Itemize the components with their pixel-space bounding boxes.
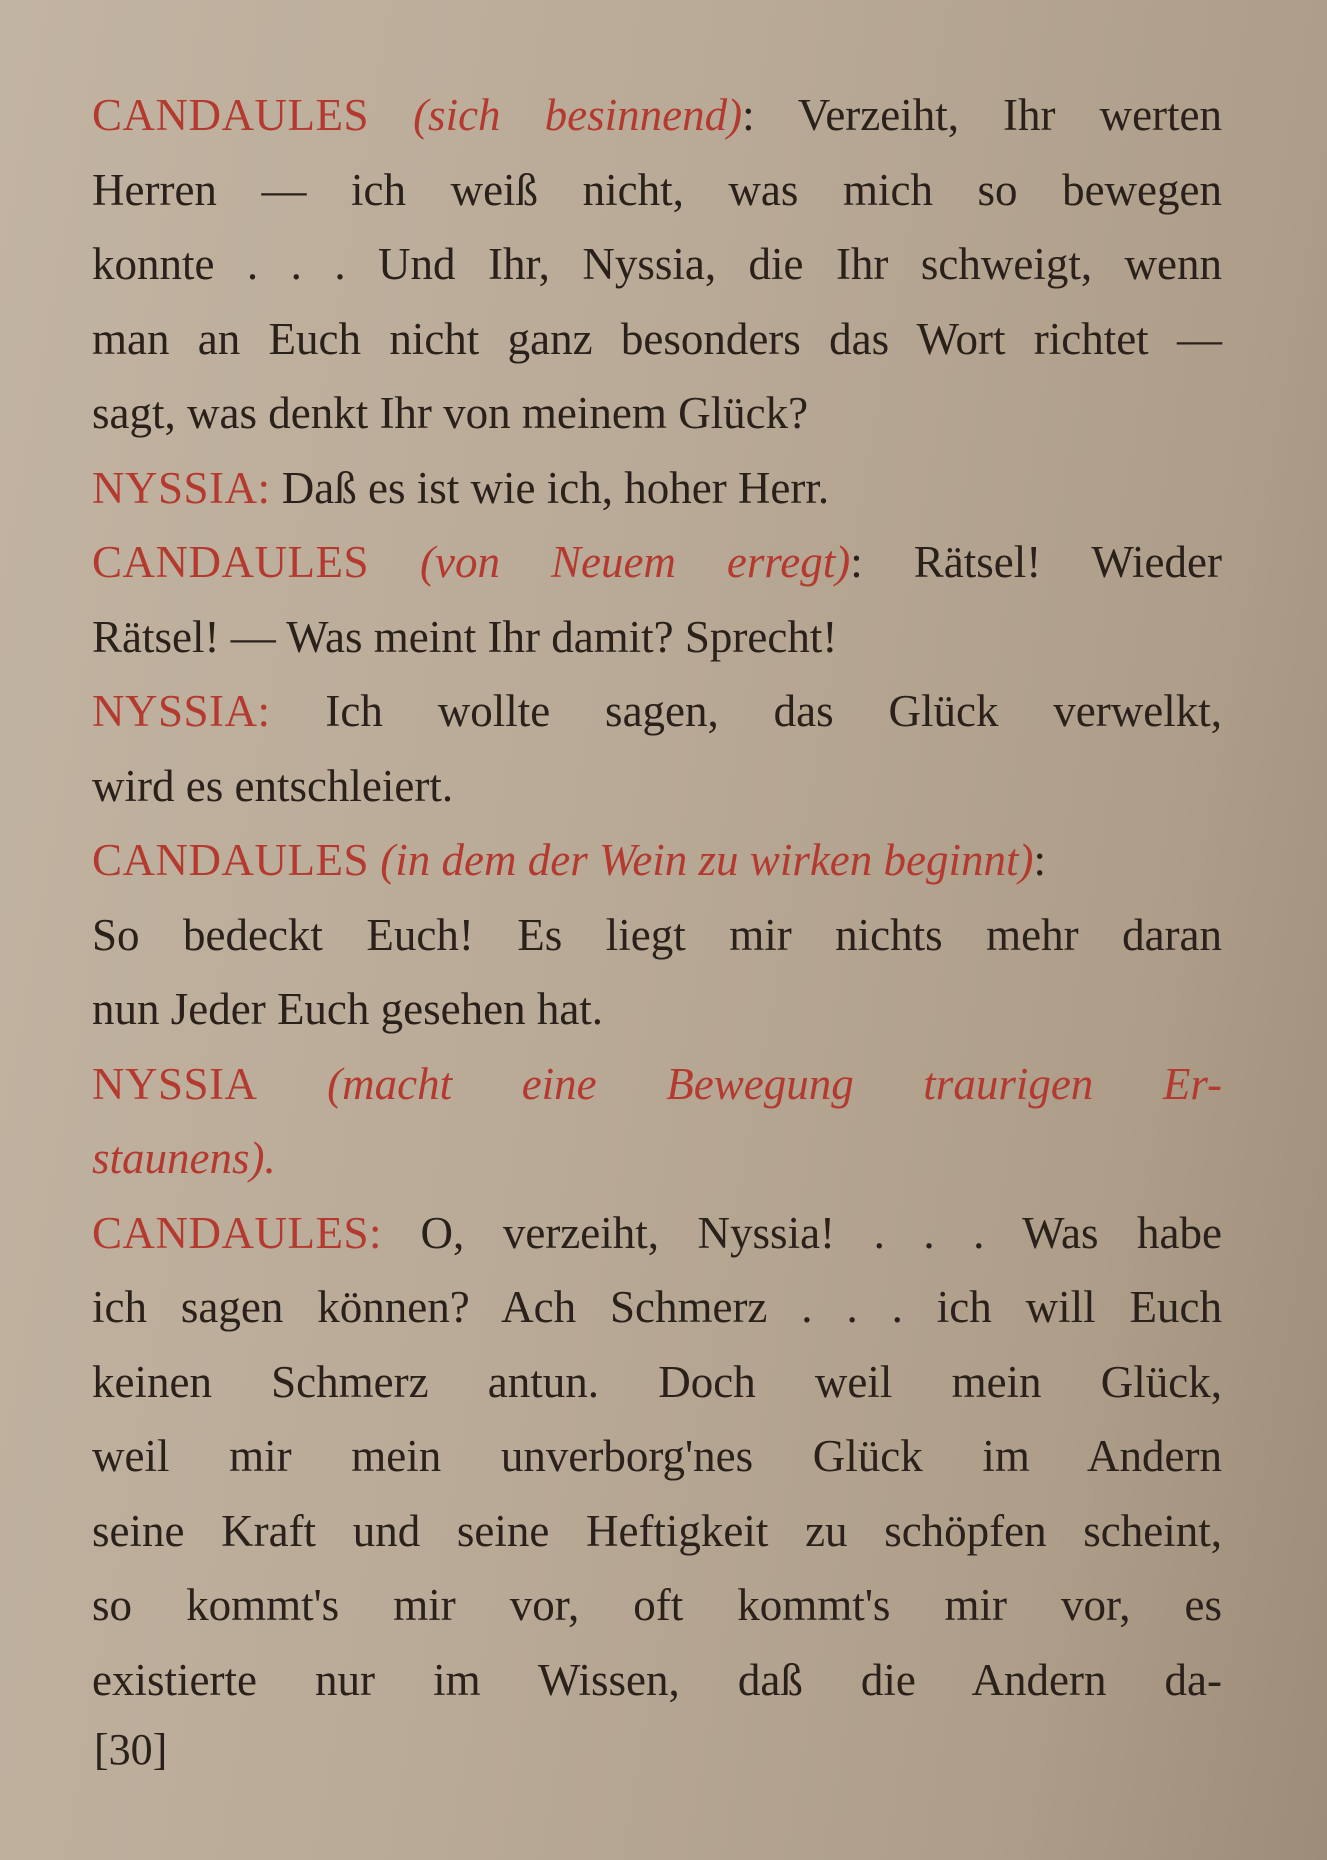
stage-direction: staunens). [92,1133,276,1183]
dialogue-text: : [1033,835,1047,885]
dialogue-text: seine Kraft und seine Heftigkeit zu schöpfen scheint, [92,1505,1222,1556]
text-line [92,749,1222,824]
text-line [92,1196,1222,1271]
speaker-name: NYSSIA [92,1058,258,1109]
dialogue-text: man an Euch nicht ganz besonders das Wort richtet — [92,313,1222,364]
dialogue-text: weil mir mein unverborg'nes Glück im Andern [92,1431,1222,1481]
text-line [92,1419,1222,1494]
stage-direction: (sich besinnend) [369,90,743,140]
text-line [92,227,1222,302]
speaker-name: CANDAULES [92,537,370,587]
text-line [92,78,1222,153]
text-line [92,1568,1222,1643]
text-line [92,153,1222,228]
text-line [92,1121,1222,1196]
text-line [92,972,1222,1047]
page-text [92,78,1222,1717]
text-line [92,1047,1222,1122]
dialogue-text: sagt, was denkt Ihr von meinem Glück? [92,388,809,438]
text-line [92,525,1222,600]
speaker-name: NYSSIA: [92,686,271,736]
dialogue-text: Daß es ist wie ich, hoher Herr. [270,462,830,513]
speaker-name: CANDAULES [92,90,370,140]
text-line [92,302,1222,377]
dialogue-text: : Rätsel! Wieder [850,537,1222,587]
text-line [92,674,1222,749]
text-line [92,898,1222,973]
dialogue-text: Ich wollte sagen, das Glück verwelkt, [270,686,1222,736]
stage-direction: (macht eine Bewegung traurigen Er- [257,1058,1222,1109]
text-line [92,600,1222,675]
dialogue-text: O, verzeiht, Nyssia! . . . Was habe [382,1207,1222,1258]
dialogue-text: existierte nur im Wissen, daß die Andern da- [92,1654,1222,1705]
speaker-name: CANDAULES [92,835,370,885]
speaker-name: CANDAULES: [92,1207,383,1258]
dialogue-text: so kommt's mir vor, oft kommt's mir vor, es [92,1580,1222,1630]
dialogue-text: konnte . . . Und Ihr, Nyssia, die Ihr schweigt, wenn [92,239,1222,289]
stage-direction: (von Neuem erregt) [369,537,851,587]
text-line [92,1270,1222,1345]
speaker-name: NYSSIA: [92,462,271,513]
page-number: [30] [94,1725,168,1774]
text-line [92,451,1222,526]
dialogue-text: : Verzeiht, Ihr werten [742,90,1223,140]
dialogue-text: So bedeckt Euch! Es liegt mir nichts mehr daran [92,909,1222,960]
text-line [92,1494,1222,1569]
text-line [92,376,1222,451]
text-line [92,1643,1222,1718]
dialogue-text: Rätsel! — Was meint Ihr damit? Sprecht! [92,611,838,662]
stage-direction: (in dem der Wein zu wirken beginnt) [369,835,1034,885]
dialogue-text: ich sagen können? Ach Schmerz . . . ich will Euch [92,1282,1222,1332]
dialogue-text: keinen Schmerz antun. Doch weil mein Glück, [92,1356,1222,1407]
text-line [92,823,1222,898]
text-line [92,1345,1222,1420]
dialogue-text: wird es entschleiert. [92,760,454,811]
dialogue-text: Herren — ich weiß nicht, was mich so bewegen [92,164,1222,215]
dialogue-text: nun Jeder Euch gesehen hat. [92,984,604,1034]
